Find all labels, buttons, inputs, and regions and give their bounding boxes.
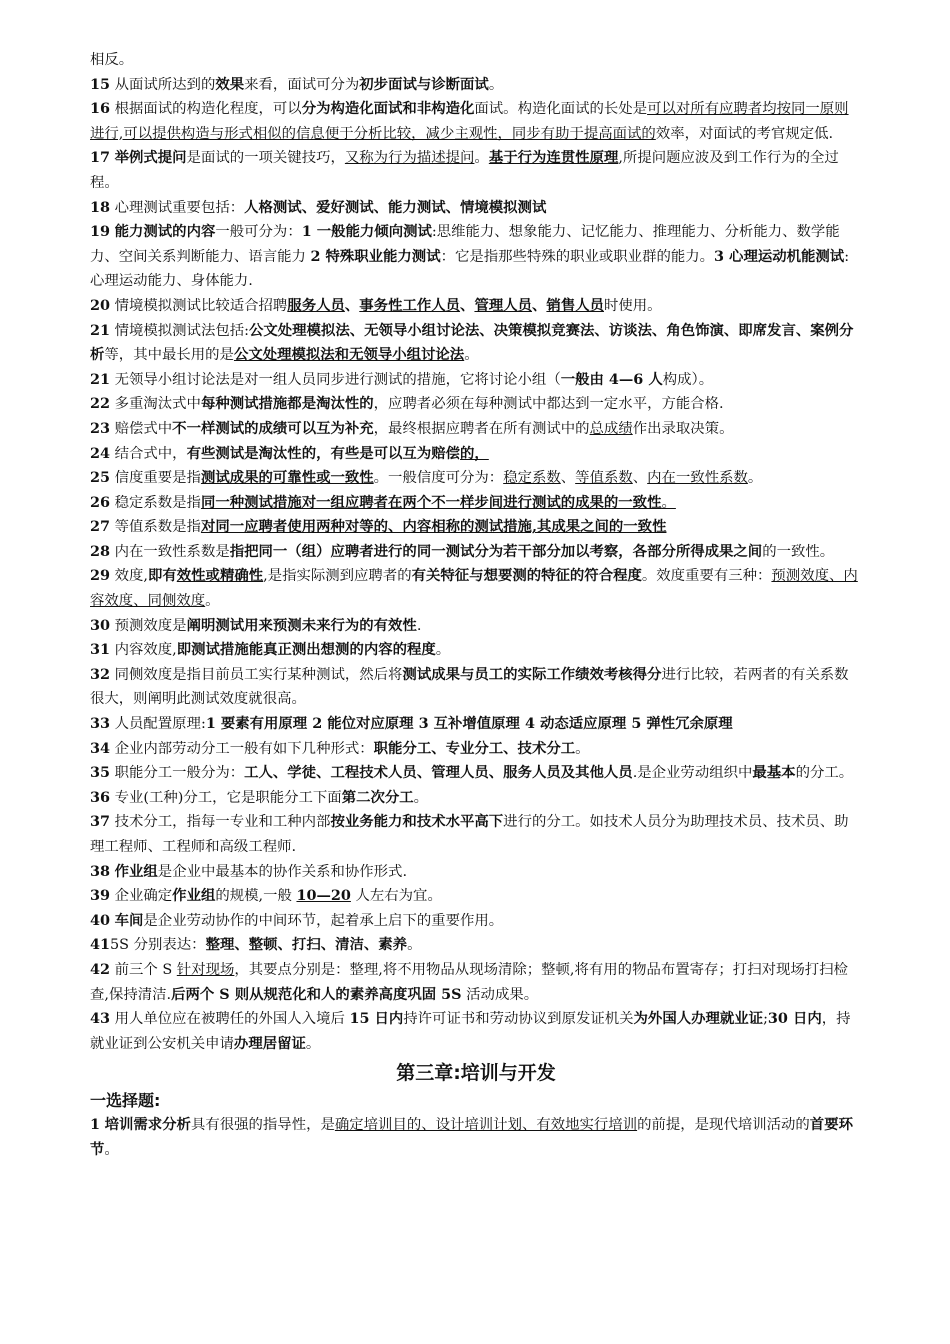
text-run: 5S 分别表达： — [110, 937, 206, 954]
text-run: 42 — [90, 960, 111, 978]
text-run: 28 — [90, 542, 111, 560]
text-run: 37 — [90, 813, 111, 831]
paragraph — [90, 48, 862, 73]
paragraph — [90, 1007, 862, 1056]
text-run: 31 — [90, 641, 111, 659]
text-run: 每种测试措施都是淘汰性的 — [200, 395, 374, 413]
paragraph — [90, 958, 862, 1007]
paragraph — [90, 368, 862, 393]
text-run: 30 日内 — [767, 1010, 822, 1028]
paragraph — [90, 540, 862, 565]
text-run: 作业组 — [114, 862, 158, 880]
text-run: 即测试措施能真正测出想测的内容的程度 — [176, 641, 436, 659]
text-run: 公文处理模拟法和无领导小组讨论法 — [233, 346, 465, 364]
text-run: 作出录取决策。 — [632, 420, 734, 437]
text-run: 。 — [661, 494, 676, 511]
text-run: 最基本 — [752, 764, 796, 782]
text-run: 1 — [90, 1116, 101, 1134]
text-run: 即有 — [147, 567, 177, 585]
text-run: 。 — [413, 789, 429, 806]
text-run: 为外国人办理就业证 — [633, 1010, 764, 1028]
paragraph — [90, 73, 862, 98]
text-run: 能力测试的内容 — [114, 223, 216, 241]
paragraph — [90, 515, 862, 540]
after-paragraph-list — [90, 1113, 862, 1162]
text-run: 。 — [464, 347, 479, 364]
text-run: 情境模拟测试法包括: — [110, 322, 249, 339]
paragraph-list — [90, 48, 862, 1056]
text-run: 测试成果的可靠性或一致性 — [200, 469, 374, 487]
text-run: 19 — [90, 223, 111, 241]
text-run: 活动成果。 — [461, 986, 539, 1003]
paragraph — [90, 466, 862, 491]
paragraph — [90, 196, 862, 221]
text-run: ，其要点分别是：整理,将不用物品从现场清除；整顿,将有用的物品布置寄存；打扫对现场打扫检查,保持清洁. — [90, 961, 848, 1003]
text-run: 心理测试重要包括： — [110, 199, 245, 216]
text-run: 同侧效度是指目前员工实行某种测试，然后将 — [110, 666, 403, 683]
text-run: 人左右为宜。 — [350, 888, 442, 905]
text-run: 。 — [474, 150, 489, 167]
text-run: 持许可证书和劳动协议到原发证机关 — [403, 1011, 634, 1028]
paragraph — [90, 712, 862, 737]
text-run: 一般可分为： — [215, 224, 302, 241]
text-run: 情境模拟测试比较适合招聘 — [110, 297, 288, 314]
text-run: 41 — [90, 936, 111, 954]
text-run: 预测效度是 — [110, 617, 187, 634]
text-run: 相反。 — [90, 52, 134, 68]
paragraph — [90, 442, 862, 467]
text-run: 10—20 — [296, 887, 351, 905]
text-run: 根据面试的构造化程度，可以 — [110, 101, 302, 118]
text-run: 17 — [90, 149, 111, 167]
text-run: 。 — [575, 740, 590, 757]
paragraph — [90, 638, 862, 663]
text-run: 职能分工一般分为： — [110, 765, 245, 782]
text-run: 。 — [104, 1141, 119, 1158]
text-run: 同一种测试措施对一组应聘者在两个不一样步间进行测试的成果的一致性 — [200, 493, 662, 511]
text-run: 稳定系数是指 — [110, 494, 201, 511]
paragraph — [90, 1113, 862, 1162]
paragraph — [90, 810, 862, 859]
paragraph — [90, 860, 862, 885]
text-run: 具有很强的指导性，是 — [190, 1117, 335, 1134]
text-run: 16 — [90, 100, 111, 118]
paragraph — [90, 909, 862, 934]
text-run: 面试。构造化面试的长处是 — [474, 101, 648, 118]
text-run: 举例式提问 — [114, 149, 187, 167]
text-run: 构成）。 — [662, 371, 714, 388]
text-run: 人员配置原理: — [110, 716, 206, 733]
text-run: 内在一致性系数是 — [110, 543, 230, 560]
text-run: 专业(工种)分工，它是职能分工下面 — [110, 789, 342, 806]
text-run: 用人单位应在被聘任的外国人入境后 — [110, 1011, 350, 1028]
text-run: 30 — [90, 616, 111, 634]
text-run: 多重淘汰式中 — [110, 396, 201, 413]
paragraph — [90, 786, 862, 811]
text-run: 。一般信度可分为： — [373, 470, 504, 487]
text-run: 内容效度, — [110, 642, 177, 659]
text-run: 服务人员 — [287, 296, 345, 314]
text-run: 。 — [747, 470, 763, 487]
text-run: 赔偿式中 — [110, 420, 173, 437]
text-run: 总成绩 — [589, 420, 633, 437]
text-run: 。 — [205, 593, 220, 610]
text-run: 办理居留证 — [233, 1034, 306, 1052]
text-run: 43 — [90, 1010, 111, 1028]
paragraph — [90, 392, 862, 417]
text-run: 销售人员 — [546, 296, 604, 314]
text-run: 效度, — [110, 568, 148, 585]
text-run: 初步面试与诊断面试 — [359, 75, 489, 93]
text-run: 。 — [407, 937, 422, 954]
text-run: 32 — [90, 665, 111, 683]
text-run: 测试成果与员工的实际工作绩效考核得分 — [402, 665, 662, 683]
text-run: 内在一致性系数 — [647, 470, 748, 487]
text-run: 指把同一（组）应聘者进行的同一测试分为若干部分加以考察，各部分所得成果之间 — [229, 542, 763, 560]
text-run: 车间 — [114, 911, 144, 929]
text-run: 预测效度、内容效度、同侧效度 — [90, 568, 858, 610]
text-run: 培训需求分析 — [104, 1116, 191, 1134]
text-run: 的， — [460, 444, 489, 462]
chapter-title: 第三章:培训与开发 — [396, 1062, 556, 1085]
text-run: 3 心理运动机能测试 — [714, 247, 845, 265]
text-run: ，持就业证到公安机关申请 — [90, 1011, 851, 1052]
text-run: 作业组 — [172, 887, 216, 905]
text-run: 27 — [90, 518, 111, 536]
text-run: 等值系数 — [575, 470, 633, 487]
text-run: 15 — [90, 75, 111, 93]
text-run: 针对现场 — [176, 961, 235, 978]
text-run: ：它是指那些特殊的职业或职业群的能力。 — [440, 248, 715, 265]
text-run: .是企业劳动组织中 — [632, 765, 753, 782]
text-run: 企业确定 — [110, 888, 173, 905]
text-run: 结合式中， — [110, 445, 187, 462]
paragraph — [90, 761, 862, 786]
paragraph — [90, 97, 862, 146]
text-run: 1 要素有用原理 2 能位对应原理 3 互补增值原理 4 动态适应原理 5 弹性冗余原理 — [205, 715, 733, 733]
text-run: 的规模,一般 — [215, 888, 297, 905]
text-run: 36 — [90, 788, 111, 806]
text-run: 按业务能力和技术水平高下 — [330, 813, 504, 831]
text-run: 2 特殊职业能力测试 — [310, 247, 441, 265]
document-page — [90, 48, 862, 1163]
text-run: 21 — [90, 321, 111, 339]
text-run: 人格测试、爱好测试、能力测试、情境模拟测试 — [244, 198, 547, 216]
text-run: 不一样测试的成绩可以互为补充 — [172, 419, 374, 437]
text-run: 21 — [90, 370, 111, 388]
text-run: 又称为行为描述提问 — [344, 150, 475, 167]
text-run: 、 — [632, 470, 648, 487]
paragraph — [90, 933, 862, 958]
paragraph — [90, 737, 862, 762]
text-run: ，应聘者必须在每种测试中都达到一定水平，方能合格. — [373, 396, 724, 413]
text-run: 职能分工、专业分工、技术分工 — [373, 739, 576, 757]
text-run: 阐明测试用来预测未来行为的有效性 — [186, 616, 417, 634]
text-run: 40 — [90, 911, 111, 929]
text-run: 29 — [90, 567, 111, 585]
text-run: 公文处理模拟法、无领导小组讨论法、决策模拟竞赛法、访谈法、角色饰演、即席发言、案例分析 — [90, 321, 854, 364]
text-run: 分为构造化面试和非构造化 — [301, 100, 475, 118]
text-run: 进行比较，若两者的有关系数很大，则阐明此测试效度就很高。 — [90, 666, 849, 708]
text-run: 对同一应聘者使用两种对等的、内容相称的测试措施,其成果之间的一致性 — [200, 518, 667, 536]
text-run: 20 — [90, 296, 111, 314]
text-run: 确定培训目的、设计培训计划、有效地实行培训 — [334, 1117, 638, 1134]
text-run: 22 — [90, 395, 111, 413]
text-run: 效性或精确性 — [176, 567, 264, 585]
text-run: 34 — [90, 739, 111, 757]
text-run: 是企业中最基本的协作关系和协作形式. — [157, 863, 408, 880]
text-run: 等值系数是指 — [110, 519, 201, 536]
text-run: 来看，面试可分为 — [244, 76, 360, 93]
text-run: 无领导小组讨论法是对一组人员同步进行测试的措施，它将讨论小组（ — [110, 371, 561, 388]
text-run: ，最终根据应聘者在所有测试中的 — [373, 420, 590, 437]
paragraph — [90, 614, 862, 639]
text-run: 稳定系数 — [503, 470, 561, 487]
text-run: 。 — [305, 1035, 321, 1052]
text-run: 1 一般能力倾向测试 — [301, 223, 432, 241]
text-run: 整理、整顿、打扫、清洁、素养 — [205, 936, 408, 954]
text-run: 第二次分工 — [341, 788, 414, 806]
paragraph — [90, 491, 862, 516]
text-run: 基于行为连贯性原理 — [488, 149, 619, 167]
text-run: 的分工。 — [795, 765, 854, 782]
text-run: ,所提问题应波及到工作行为的全过程。 — [90, 150, 839, 191]
text-run: 、 — [344, 296, 360, 314]
text-run: 可以对所有应聘者均按同一原则进行,可以提供构造与形式相似的信息便于分析比较，减少主观性，同步有助于提高面试的 — [90, 101, 849, 142]
paragraph — [90, 294, 862, 319]
text-run: 技术分工，指每一专业和工种内部 — [110, 814, 331, 831]
text-run: 后两个 S 则从规范化和人的素养高度巩固 5S — [171, 985, 462, 1003]
text-run: 等，其中最长用的是 — [104, 347, 234, 364]
text-run: 38 — [90, 862, 111, 880]
text-run: 企业内部劳动分工一般有如下几种形式： — [110, 740, 374, 757]
text-run: 33 — [90, 715, 111, 733]
text-run: 效果 — [215, 75, 245, 93]
paragraph — [90, 564, 862, 613]
text-run: 前三个 S — [110, 961, 177, 978]
text-run: 进行的分工。如技术人员分为助理技术员、技术员、助理工程师、工程师和高级工程师. — [90, 814, 849, 855]
text-run: 时使用。 — [604, 297, 662, 314]
text-run: 有关特征与想要测的特征的符合程度 — [411, 567, 642, 585]
text-run: 、 — [532, 296, 547, 314]
text-run: ,是指实际测到应聘者的 — [263, 568, 412, 585]
text-run: 、 — [460, 296, 475, 314]
text-run: ; — [763, 1011, 768, 1028]
text-run: 有些测试是淘汰性的，有些是可以互为赔偿 — [186, 444, 460, 462]
section-title: 一选择题: — [90, 1091, 161, 1111]
paragraph — [90, 319, 862, 368]
text-run: 。 — [488, 76, 504, 93]
text-run: 24 — [90, 444, 111, 462]
paragraph — [90, 417, 862, 442]
text-run: 18 — [90, 198, 111, 216]
text-run: 、 — [560, 470, 576, 487]
paragraph — [90, 146, 862, 195]
text-run: 首要环节 — [90, 1116, 853, 1158]
text-run: 是面试的一项关键技巧， — [186, 150, 345, 167]
text-run: :心理运动能力、身体能力. — [90, 248, 850, 290]
text-run: 15 日内 — [349, 1010, 404, 1028]
text-run: 一般由 4—6 人 — [560, 370, 663, 388]
text-run: 。 — [435, 642, 451, 659]
text-run: 是企业劳动协作的中间环节，起着承上启下的重要作用。 — [143, 912, 504, 929]
paragraph — [90, 884, 862, 909]
text-run: 。效度重要有三种： — [641, 568, 772, 585]
text-run: 26 — [90, 493, 111, 511]
text-run: . — [416, 617, 422, 634]
text-run: 的一致性。 — [762, 543, 835, 560]
paragraph — [90, 663, 862, 712]
text-run: 39 — [90, 887, 111, 905]
text-run: 的前提，是现代培训活动的 — [637, 1117, 810, 1134]
text-run: 25 — [90, 469, 111, 487]
paragraph — [90, 220, 862, 294]
text-run: 从面试所达到的 — [110, 76, 216, 93]
text-run: 效率，对面试的考官规定低. — [655, 125, 834, 142]
text-run: 信度重要是指 — [110, 470, 201, 487]
text-run: 35 — [90, 764, 111, 782]
text-run: 事务性工作人员 — [359, 296, 461, 314]
text-run: 23 — [90, 419, 111, 437]
text-run: :思维能力、想象能力、记忆能力、推理能力、分析能力、数学能力、空间关系判断能力、语言能力 — [90, 224, 840, 265]
text-run: 管理人员 — [474, 296, 533, 314]
text-run: 工人、学徒、工程技术人员、管理人员、服务人员及其他人员 — [244, 764, 633, 782]
